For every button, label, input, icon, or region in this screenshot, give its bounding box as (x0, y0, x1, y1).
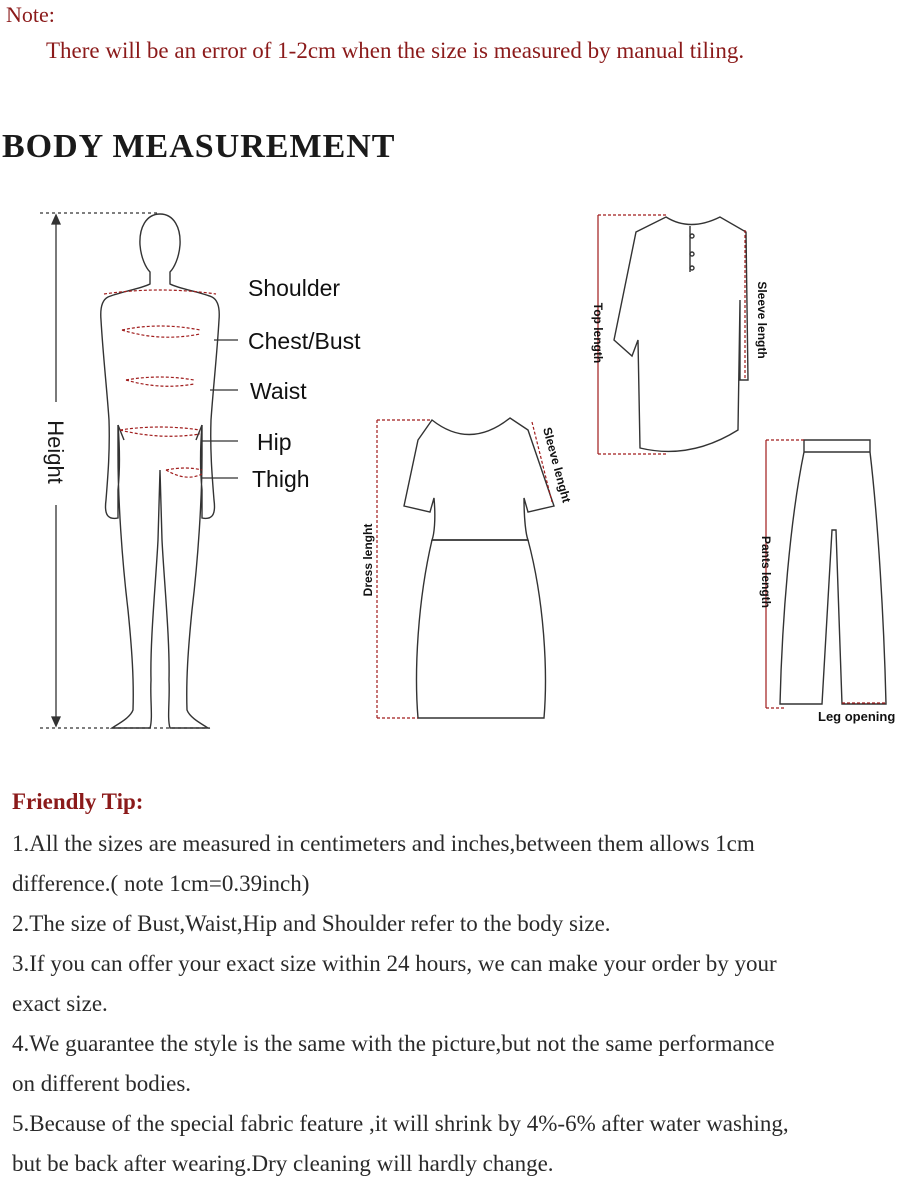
body-labels (248, 275, 361, 492)
pants-measure (766, 440, 886, 708)
top-length-label: Top length (591, 302, 605, 364)
note-label: Note: (6, 2, 55, 27)
section-title: BODY MEASUREMENT (2, 128, 396, 165)
tip-line: 3.If you can offer your exact size within 24 hours, we can make your order by your (12, 951, 777, 976)
top-sleeve-length-label: Sleeve length (755, 281, 769, 359)
tip-line: difference.( note 1cm=0.39inch) (12, 871, 310, 896)
tips-list (12, 824, 912, 1184)
tip-line: exact size. (12, 991, 108, 1016)
tip-line: 2.The size of Bust,Waist,Hip and Shoulder refer to the body size. (12, 911, 611, 936)
dress-measure (377, 420, 552, 718)
dress-figure (404, 418, 554, 718)
note-text: There will be an error of 1-2cm when the size is measured by manual tiling. (46, 38, 745, 63)
measurement-diagram (0, 195, 914, 740)
waist-label: Waist (250, 378, 307, 404)
pants-figure (780, 440, 886, 704)
tip-line: 5.Because of the special fabric feature ,it will shrink by 4%-6% after water washing, (12, 1111, 789, 1136)
shoulder-label: Shoulder (248, 275, 341, 301)
body-measure-lines (104, 290, 216, 477)
tip-line: 1.All the sizes are measured in centimeters and inches,between them allows 1cm (12, 831, 755, 856)
dress-length-label: Dress lenght (361, 523, 375, 597)
tip-line: but be back after wearing.Dry cleaning will hardly change. (12, 1151, 554, 1176)
body-pointer-lines (202, 340, 238, 478)
tips-title: Friendly Tip: (12, 789, 144, 814)
leg-opening-label: Leg opening (818, 709, 896, 724)
tip-line: on different bodies. (12, 1071, 192, 1096)
dress-sleeve-label: Sleeve lenght (540, 425, 574, 505)
top-measure (598, 215, 745, 454)
height-label: Height (43, 420, 68, 484)
hip-label: Hip (257, 429, 292, 455)
body-figure (101, 214, 219, 728)
thigh-label: Thigh (252, 466, 310, 492)
chest-label: Chest/Bust (248, 328, 361, 354)
top-figure (614, 217, 748, 451)
pants-length-label: Pants length (759, 535, 773, 609)
tip-line: 4.We guarantee the style is the same with the picture,but not the same performance (12, 1031, 775, 1056)
